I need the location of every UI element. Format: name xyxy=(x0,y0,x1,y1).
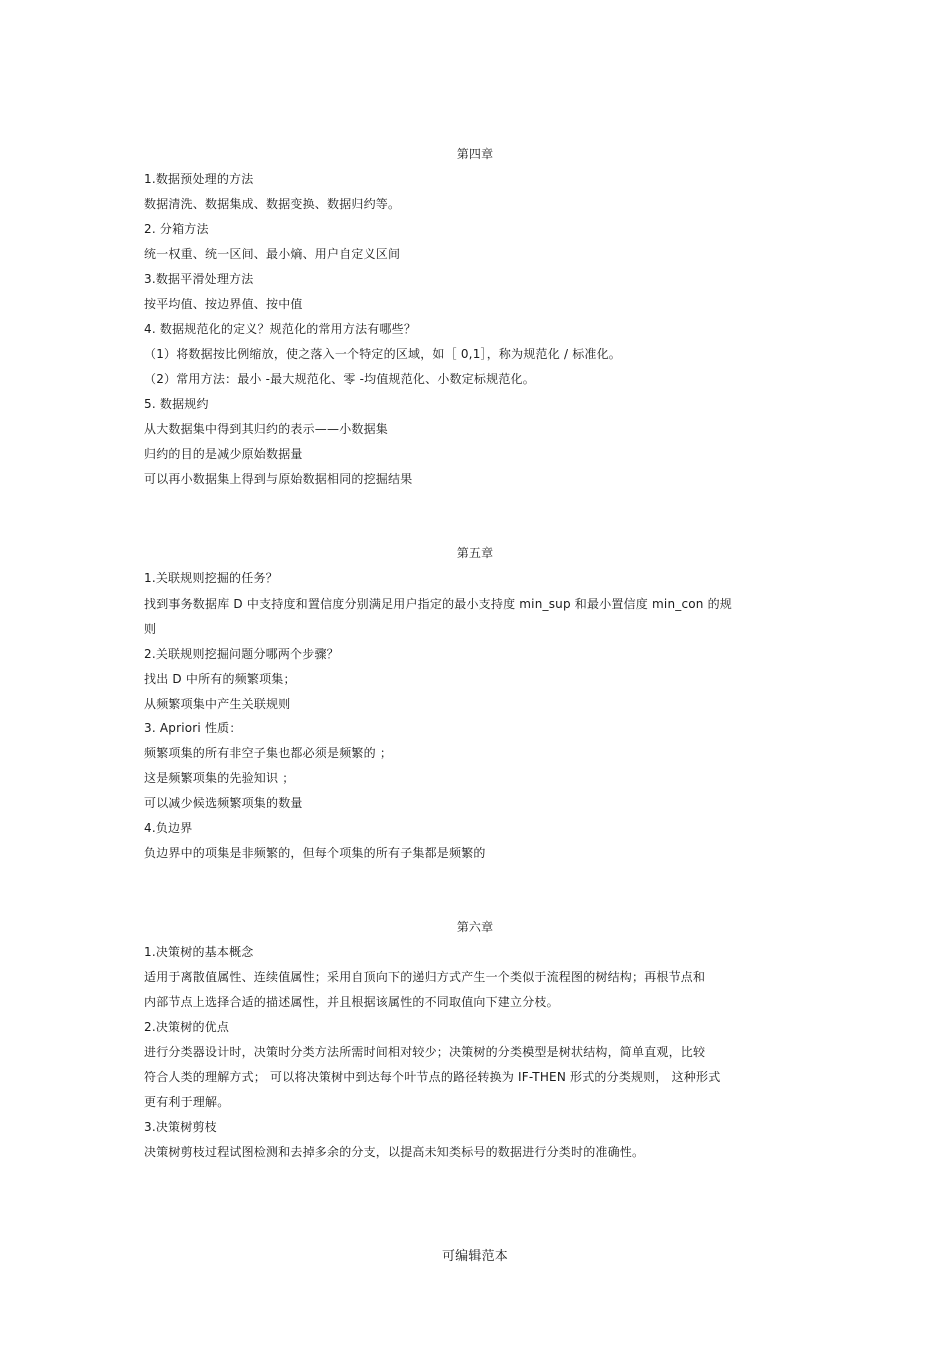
paragraph-line: 符合人类的理解方式； 可以将决策树中到达每个叶节点的路径转换为 IF-THEN 形式的分类规则， 这种形式 xyxy=(144,1070,721,1084)
paragraph-line: 5. 数据规约 xyxy=(144,397,209,411)
paragraph-line: 2. 分箱方法 xyxy=(144,222,209,236)
paragraph-line: （1）将数据按比例缩放，使之落入一个特定的区域，如［ 0,1］，称为规范化 / 标准化。 xyxy=(144,347,622,361)
paragraph-line: 归约的目的是减少原始数据量 xyxy=(144,447,303,461)
paragraph-line: 内部节点上选择合适的描述属性，并且根据该属性的不同取值向下建立分枝。 xyxy=(144,995,559,1009)
paragraph-line: （2）常用方法：最小 -最大规范化、零 -均值规范化、小数定标规范化。 xyxy=(144,372,535,386)
paragraph-line: 4.负边界 xyxy=(144,821,193,835)
paragraph-line: 找出 D 中所有的频繁项集； xyxy=(144,672,296,686)
page-footer: 可编辑范本 xyxy=(441,1249,508,1264)
paragraph-line: 2.关联规则挖掘问题分哪两个步骤？ xyxy=(144,647,339,661)
paragraph-line: 按平均值、按边界值、按中值 xyxy=(144,297,303,311)
paragraph-line: 则 xyxy=(144,622,157,636)
paragraph-line: 数据清洗、数据集成、数据变换、数据归约等。 xyxy=(144,197,401,211)
paragraph-line: 1.关联规则挖掘的任务？ xyxy=(144,571,278,585)
paragraph-line: 决策树剪枝过程试图检测和去掉多余的分支，以提高未知类标号的数据进行分类时的准确性。 xyxy=(144,1145,645,1159)
paragraph-line: 2.决策树的优点 xyxy=(144,1020,230,1034)
paragraph-line: 负边界中的项集是非频繁的，但每个项集的所有子集都是频繁的 xyxy=(144,846,486,860)
paragraph-line: 3.决策树剪枝 xyxy=(144,1120,217,1134)
paragraph-line: 适用于离散值属性、连续值属性；采用自顶向下的递归方式产生一个类似于流程图的树结构；再根节点和 xyxy=(144,970,706,984)
paragraph-line: 可以减少候选频繁项集的数量 xyxy=(144,796,303,810)
paragraph-line: 从频繁项集中产生关联规则 xyxy=(144,697,291,711)
paragraph-line: 这是频繁项集的先验知识 ； xyxy=(144,771,295,785)
paragraph-line: 统一权重、统一区间、最小熵、用户自定义区间 xyxy=(144,247,401,261)
paragraph-line: 1.数据预处理的方法 xyxy=(144,172,254,186)
paragraph-line: 1.决策树的基本概念 xyxy=(144,945,254,959)
paragraph-line: 找到事务数据库 D 中支持度和置信度分别满足用户指定的最小支持度 min_sup 和最小置信度 min_con 的规 xyxy=(144,597,733,611)
paragraph-line: 4. 数据规范化的定义？规范化的常用方法有哪些？ xyxy=(144,322,417,336)
paragraph-line: 频繁项集的所有非空子集也都必须是频繁的 ； xyxy=(144,746,393,760)
paragraph-line: 从大数据集中得到其归约的表示——小数据集 xyxy=(144,422,389,436)
chapter-5-title: 第五章 xyxy=(456,546,494,560)
paragraph-line: 进行分类器设计时，决策时分类方法所需时间相对较少；决策树的分类模型是树状结构，简单直观，比较 xyxy=(144,1045,706,1059)
paragraph-line: 3.数据平滑处理方法 xyxy=(144,272,254,286)
paragraph-line: 可以再小数据集上得到与原始数据相同的挖掘结果 xyxy=(144,472,413,486)
paragraph-line: 3. Apriori 性质： xyxy=(144,721,242,735)
chapter-4-title: 第四章 xyxy=(456,147,494,161)
chapter-6-title: 第六章 xyxy=(456,920,494,934)
paragraph-line: 更有利于理解。 xyxy=(144,1095,230,1109)
